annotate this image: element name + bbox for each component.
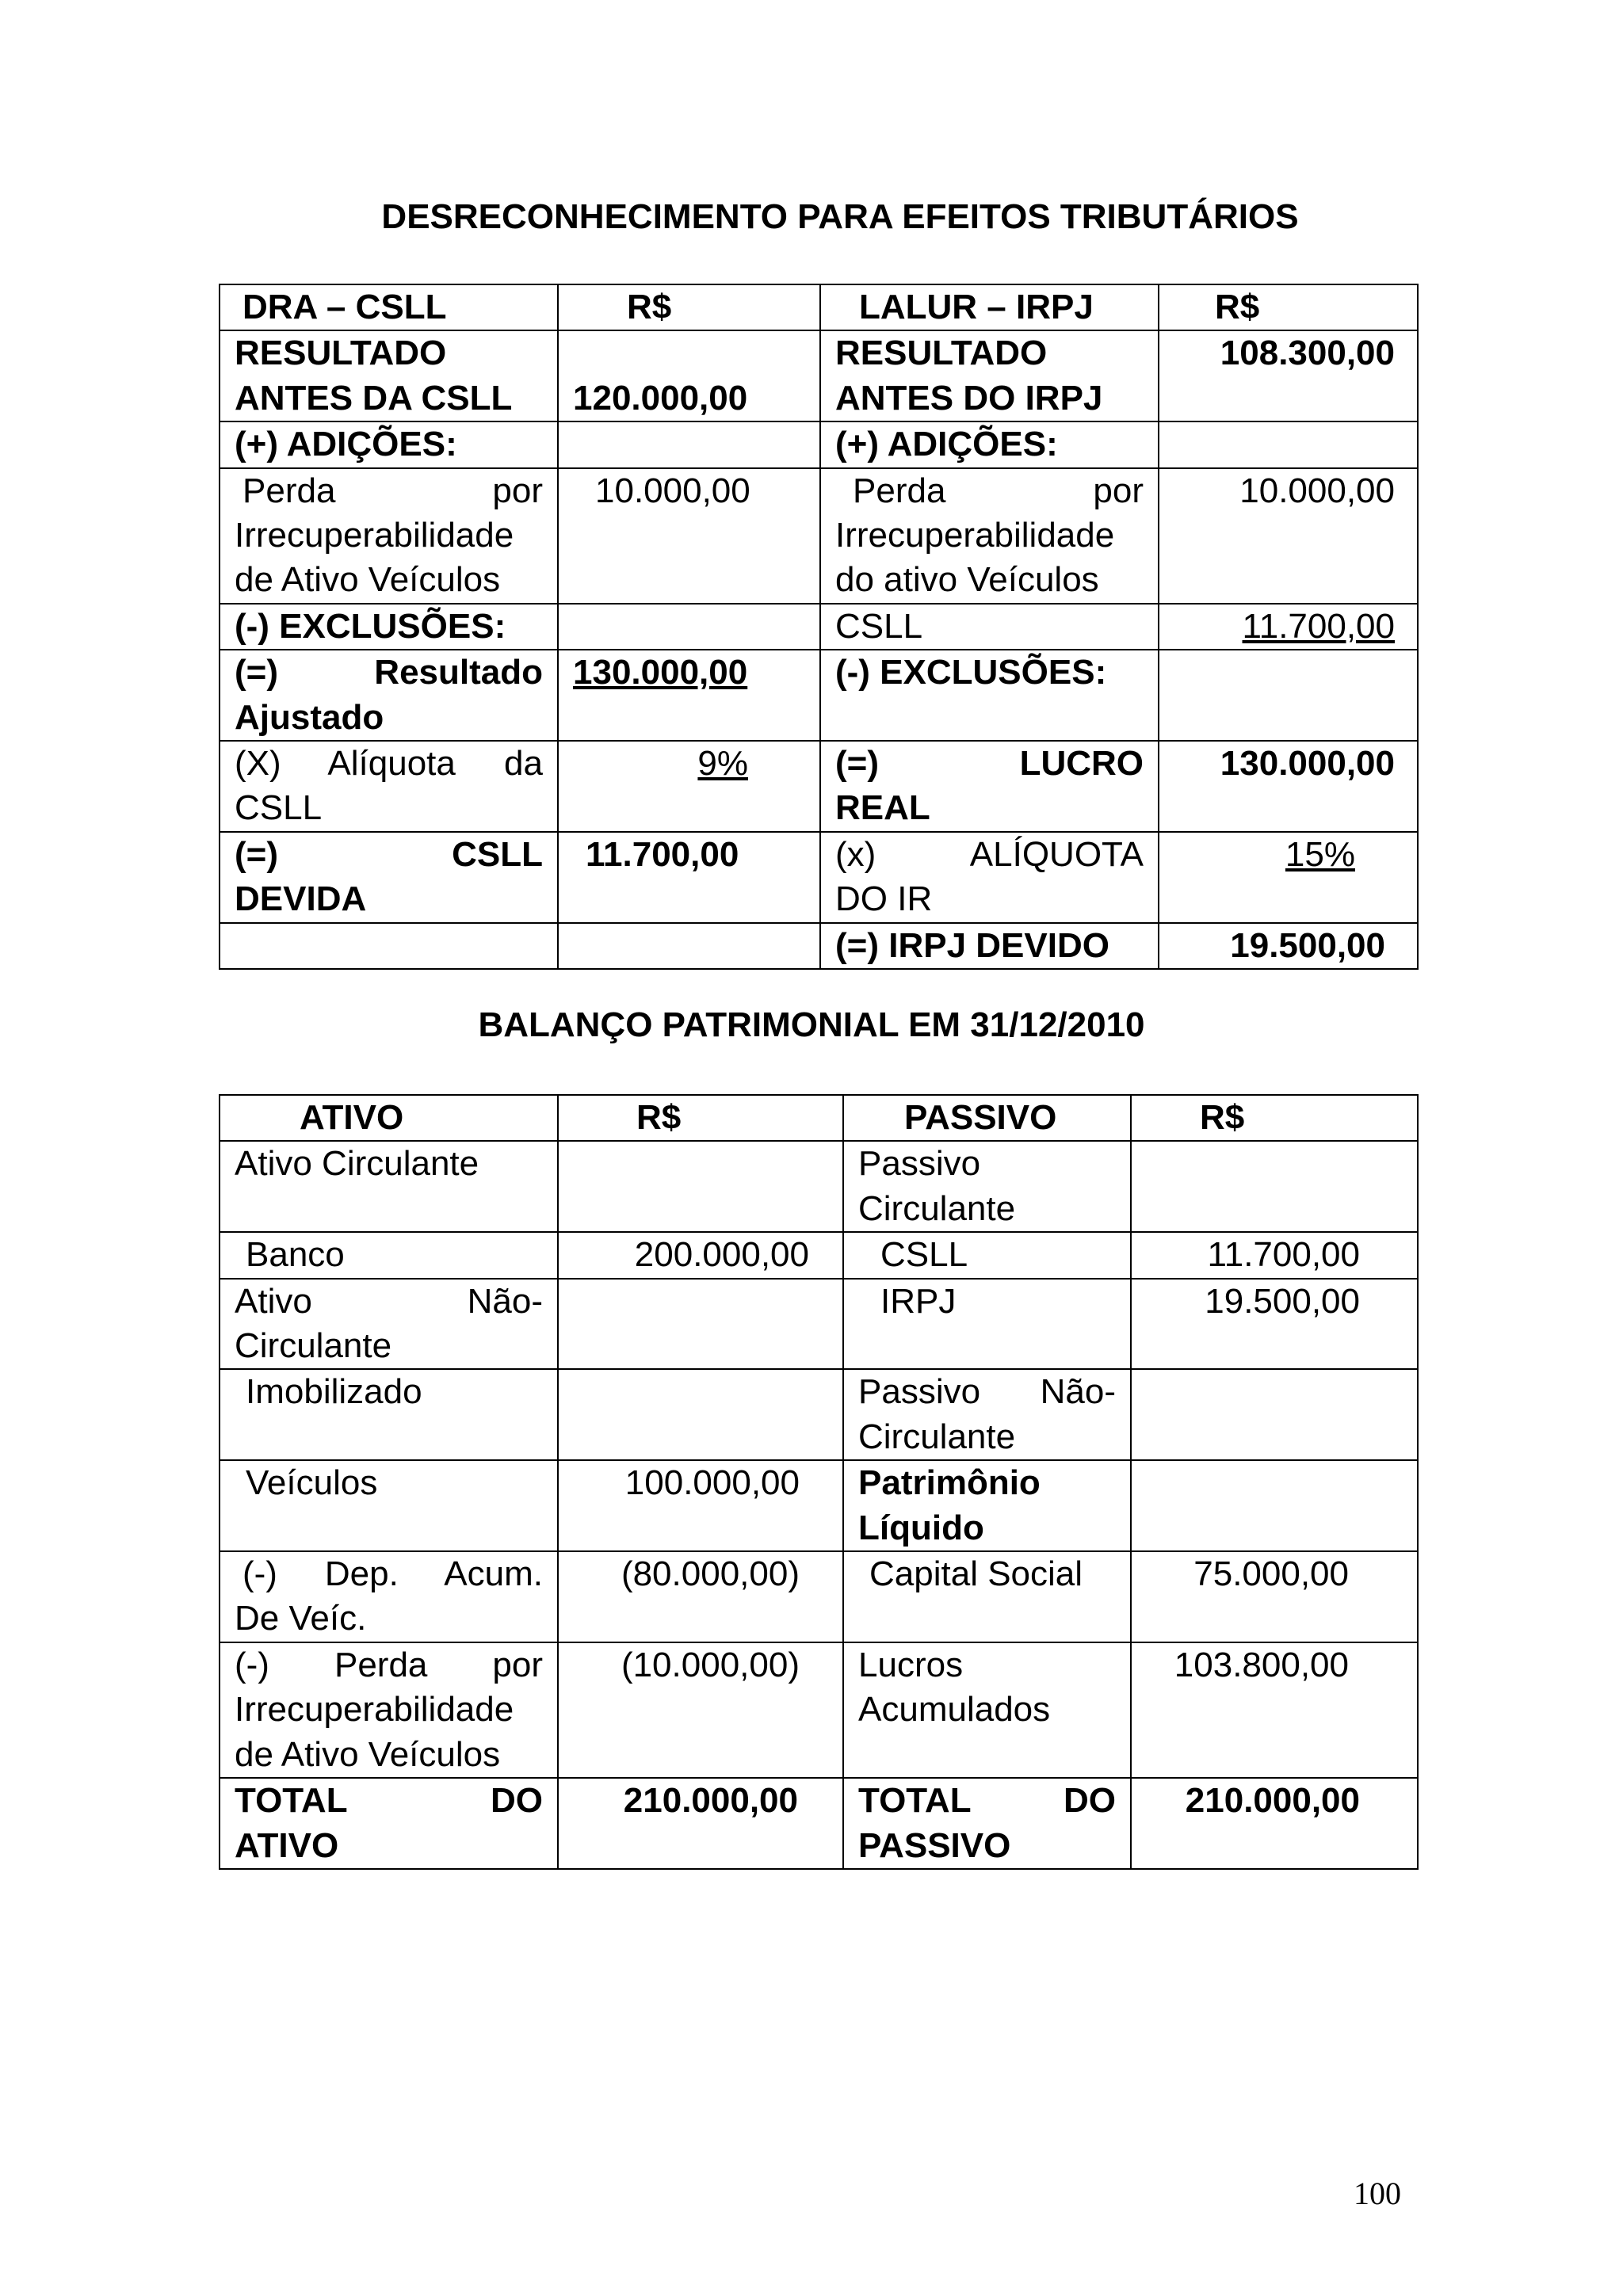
table-row	[220, 650, 1418, 741]
row-value	[558, 1279, 843, 1370]
row-label: (-) Perda por Irrecuperabilidade de Ativo Veículos	[220, 1642, 558, 1778]
row-value	[1131, 1369, 1418, 1460]
header-rs: R$	[558, 1095, 843, 1141]
row-label: (=) CSLL DEVIDA	[220, 832, 558, 923]
row-label: TOTAL DO ATIVO	[220, 1778, 558, 1869]
row-label: IRPJ	[843, 1279, 1131, 1370]
row-label	[220, 923, 558, 969]
header-rs: R$	[1159, 284, 1418, 330]
row-value	[1131, 1141, 1418, 1232]
row-label: Capital Social	[843, 1551, 1131, 1642]
row-value	[558, 421, 820, 467]
header-rs: R$	[1131, 1095, 1418, 1141]
table-row	[220, 923, 1418, 969]
row-value	[558, 1369, 843, 1460]
table-row	[220, 468, 1418, 604]
row-label: Perda por Irrecuperabilidade do ativo Veículos	[820, 468, 1159, 604]
row-value: 200.000,00	[558, 1232, 843, 1278]
row-value: 120.000,00	[558, 330, 820, 421]
row-value	[558, 1141, 843, 1232]
row-label: (=) LUCRO REAL	[820, 741, 1159, 832]
row-label: (-) EXCLUSÕES:	[820, 650, 1159, 741]
table-row	[220, 1778, 1418, 1869]
row-label: Ativo Circulante	[220, 1141, 558, 1232]
row-label: CSLL	[820, 604, 1159, 650]
row-label: Perda por Irrecuperabilidade de Ativo Veículos	[220, 468, 558, 604]
section-title-balanco: BALANÇO PATRIMONIAL EM 31/12/2010	[478, 1005, 1145, 1044]
row-value	[558, 923, 820, 969]
table-row	[220, 1141, 1418, 1232]
section-title-desreconhecimento: DESRECONHECIMENTO PARA EFEITOS TRIBUTÁRIOS	[381, 197, 1299, 236]
row-value: 100.000,00	[558, 1460, 843, 1551]
row-label: Imobilizado	[220, 1369, 558, 1460]
table-row	[220, 421, 1418, 467]
row-value: (10.000,00)	[558, 1642, 843, 1778]
row-value: 108.300,00	[1159, 330, 1418, 421]
row-label: Patrimônio Líquido	[843, 1460, 1131, 1551]
row-value	[1159, 650, 1418, 741]
balance-sheet-table	[219, 1094, 1419, 1870]
row-value: 130.000,00	[1159, 741, 1418, 832]
table-header-row	[220, 284, 1418, 330]
row-label: Banco	[220, 1232, 558, 1278]
row-value: 103.800,00	[1131, 1642, 1418, 1778]
row-value: 15%	[1159, 832, 1418, 923]
table-row	[220, 1460, 1418, 1551]
table-header-row	[220, 1095, 1418, 1141]
row-value: (80.000,00)	[558, 1551, 843, 1642]
header-dra-csll: DRA – CSLL	[220, 284, 558, 330]
row-label: Ativo Não- Circulante	[220, 1279, 558, 1370]
row-label: (+) ADIÇÕES:	[820, 421, 1159, 467]
row-label: TOTAL DO PASSIVO	[843, 1778, 1131, 1869]
row-label: (=) IRPJ DEVIDO	[820, 923, 1159, 969]
row-label: (x) ALÍQUOTA DO IR	[820, 832, 1159, 923]
row-value: 11.700,00	[1131, 1232, 1418, 1278]
page-number: 100	[1354, 2176, 1401, 2211]
row-value	[1131, 1460, 1418, 1551]
table-row	[220, 1551, 1418, 1642]
table-row	[220, 1369, 1418, 1460]
table-row	[220, 330, 1418, 421]
row-label: Veículos	[220, 1460, 558, 1551]
row-label: RESULTADO ANTES DA CSLL	[220, 330, 558, 421]
row-label: Lucros Acumulados	[843, 1642, 1131, 1778]
row-value: 210.000,00	[1131, 1778, 1418, 1869]
row-value	[1159, 421, 1418, 467]
row-label: CSLL	[843, 1232, 1131, 1278]
row-label: (=) Resultado Ajustado	[220, 650, 558, 741]
row-label: (X) Alíquota da CSLL	[220, 741, 558, 832]
row-value: 19.500,00	[1159, 923, 1418, 969]
row-value: 75.000,00	[1131, 1551, 1418, 1642]
row-label: RESULTADO ANTES DO IRPJ	[820, 330, 1159, 421]
table-row	[220, 1232, 1418, 1278]
row-value: 10.000,00	[1159, 468, 1418, 604]
row-value: 19.500,00	[1131, 1279, 1418, 1370]
row-label: (-) EXCLUSÕES:	[220, 604, 558, 650]
row-label: (+) ADIÇÕES:	[220, 421, 558, 467]
row-value: 9%	[558, 741, 820, 832]
tax-reconciliation-table	[219, 284, 1419, 970]
row-value: 11.700,00	[558, 832, 820, 923]
header-passivo: PASSIVO	[843, 1095, 1131, 1141]
row-value: 10.000,00	[558, 468, 820, 604]
table-row	[220, 741, 1418, 832]
table-row	[220, 1279, 1418, 1370]
row-label: Passivo Não- Circulante	[843, 1369, 1131, 1460]
row-value: 11.700,00	[1159, 604, 1418, 650]
row-label: Passivo Circulante	[843, 1141, 1131, 1232]
header-lalur-irpj: LALUR – IRPJ	[820, 284, 1159, 330]
row-label: (-) Dep. Acum. De Veíc.	[220, 1551, 558, 1642]
table-row	[220, 1642, 1418, 1778]
table-row	[220, 604, 1418, 650]
row-value	[558, 604, 820, 650]
header-rs: R$	[558, 284, 820, 330]
row-value: 210.000,00	[558, 1778, 843, 1869]
row-value: 130.000,00	[558, 650, 820, 741]
header-ativo: ATIVO	[220, 1095, 558, 1141]
table-row	[220, 832, 1418, 923]
